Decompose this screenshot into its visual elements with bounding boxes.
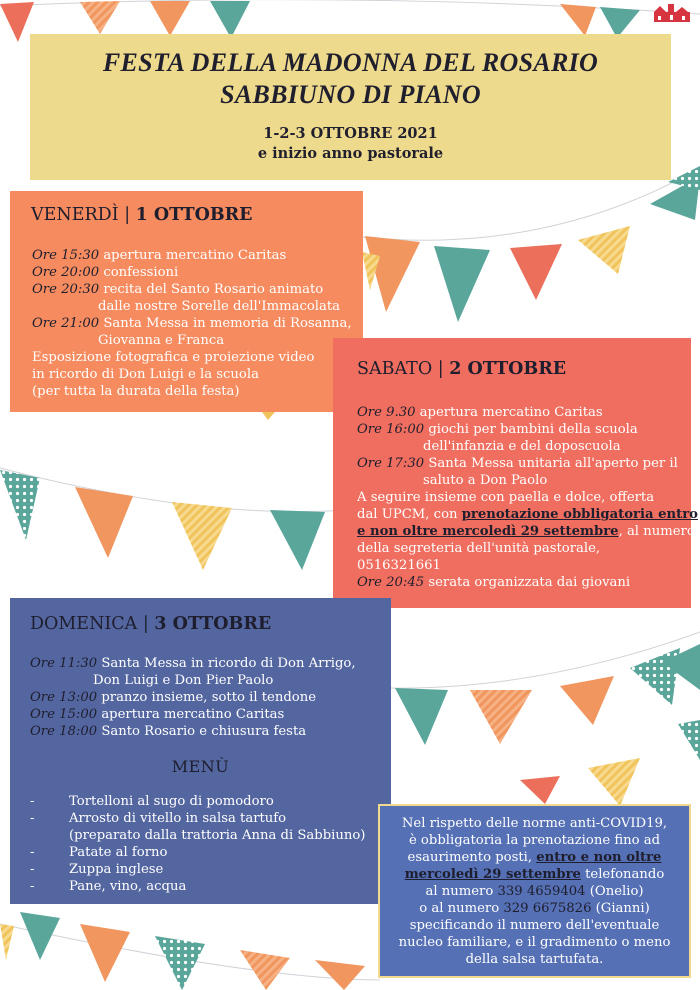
event-header (30, 34, 671, 180)
text: esaurimento posti, (407, 850, 537, 865)
menu-item (30, 844, 365, 861)
activity: Esposizione fotografica e proiezione video (32, 350, 315, 365)
activity: apertura mercatino Caritas (97, 707, 285, 722)
schedule-line (30, 723, 356, 740)
right-bunting (362, 166, 700, 322)
dash: - (30, 845, 35, 860)
deadline: mercoledì 29 settembre (404, 867, 581, 882)
schedule-line (32, 298, 352, 315)
phone-number: 0516321661 (357, 558, 441, 573)
reservation-deadline: e non oltre mercoledì 29 settembre (357, 524, 619, 539)
schedule-line (32, 366, 352, 383)
notice-line: nucleo familiare, e il gradimento o meno (398, 935, 671, 950)
saturday-panel (333, 338, 698, 608)
schedule-line (30, 706, 356, 723)
time: Ore 16:00 (357, 422, 425, 437)
activity: pranzo insieme, sotto il tendone (97, 690, 317, 705)
schedule-line (357, 404, 698, 421)
event-dates: 1-2-3 OTTOBRE 2021 (263, 125, 438, 142)
deadline: entro e non oltre (536, 850, 662, 865)
time: Ore 20:00 (32, 265, 100, 280)
schedule-line (32, 264, 352, 281)
menu-list (30, 793, 365, 895)
activity: Giovanna e Franca (98, 333, 225, 348)
text: , al numero (618, 524, 695, 539)
time: Ore 21:00 (32, 316, 100, 331)
activity: Santo Rosario e chiusura festa (97, 724, 307, 739)
schedule-line (30, 689, 356, 706)
activity: (per tutta la durata della festa) (32, 384, 240, 399)
activity: serata organizzata dai giovani (424, 575, 631, 590)
notice-line (380, 849, 689, 866)
friday-schedule (32, 247, 352, 400)
sunday-panel (10, 598, 391, 904)
time: Ore 20:45 (357, 575, 425, 590)
schedule-line: dell'infanzia e del doposcuola (423, 439, 621, 454)
schedule-line (32, 349, 352, 366)
notice-line (380, 866, 689, 883)
time: Ore 15:30 (32, 248, 100, 263)
schedule-line: della segreteria dell'unità pastorale, (357, 541, 601, 556)
notice-line: Nel rispetto delle norme anti-COVID19, (401, 816, 668, 831)
activity: recita del Santo Rosario animato (99, 282, 324, 297)
text: (Gianni) (591, 901, 650, 916)
schedule-line (357, 506, 698, 523)
menu-item-note: (preparato dalla trattoria Anna di Sabbiuno) (69, 828, 366, 843)
activity: apertura mercatino Caritas (415, 405, 603, 420)
text: al numero (425, 884, 498, 899)
phone-number: 339 4659404 (497, 884, 586, 899)
time: Ore 11:30 (30, 656, 98, 671)
saturday-schedule (357, 404, 698, 591)
dash: - (30, 862, 35, 877)
schedule-line (357, 523, 698, 540)
activity: Santa Messa in memoria di Rosanna, (99, 316, 352, 331)
notice-line: della salsa tartufata. (465, 952, 604, 967)
time: Ore 13:00 (30, 690, 98, 705)
menu-title: MENÙ (171, 757, 230, 776)
notice-line: specificando il numero dell'eventuale (409, 918, 660, 933)
dish: Tortelloni al sugo di pomodoro (69, 794, 274, 809)
activity: giochi per bambini della scuola (424, 422, 638, 437)
text: o al numero (419, 901, 504, 916)
schedule-line: Don Luigi e Don Pier Paolo (93, 673, 274, 688)
activity: confessioni (99, 265, 179, 280)
notice-line (380, 883, 689, 900)
time: Ore 20:30 (32, 282, 100, 297)
dish: Zuppa inglese (69, 862, 164, 877)
schedule-line (32, 383, 352, 400)
bottom-bunting (0, 912, 365, 990)
text: (Onelio) (585, 884, 644, 899)
menu-item (30, 793, 365, 810)
friday-day: VENERDÌ (31, 205, 119, 225)
covid-notice (378, 804, 691, 978)
event-subtitle: e inizio anno pastorale (257, 145, 444, 162)
dash: - (30, 794, 35, 809)
schedule-line (357, 455, 698, 472)
schedule-line: saluto a Don Paolo (423, 473, 548, 488)
notice-line (380, 900, 689, 917)
schedule-line (32, 247, 352, 264)
time: Ore 9.30 (357, 405, 416, 420)
sunday-date: 3 OTTOBRE (154, 614, 272, 634)
schedule-line (357, 421, 698, 438)
dish: Patate al forno (69, 845, 168, 860)
menu-item (30, 878, 365, 895)
schedule-line: A seguire insieme con paella e dolce, offerta (357, 490, 655, 505)
friday-panel (10, 191, 363, 412)
friday-title: VENERDÌ | 1 OTTOBRE (31, 205, 253, 225)
saturday-date: 2 OTTOBRE (449, 359, 567, 379)
text: dal UPCM, con (357, 507, 462, 522)
reservation-deadline: prenotazione obbligatoria entro (461, 507, 698, 522)
lower-bunting (395, 644, 700, 806)
phone-number: 329 6675826 (503, 901, 592, 916)
activity: Santa Messa in ricordo di Don Arrigo, (97, 656, 356, 671)
activity: apertura mercatino Caritas (99, 248, 287, 263)
activity: dalle nostre Sorelle dell'Immacolata (98, 299, 341, 314)
notice-line: è obbligatoria la prenotazione fino ad (408, 833, 661, 848)
friday-date: 1 OTTOBRE (135, 205, 253, 225)
saturday-title: SABATO | 2 OTTOBRE (357, 359, 567, 379)
sunday-day: DOMENICA (30, 614, 138, 634)
activity: Santa Messa unitaria all'aperto per il (424, 456, 678, 471)
activity: in ricordo di Don Luigi e la scuola (32, 367, 259, 382)
event-title: FESTA DELLA MADONNA DEL ROSARIO (102, 48, 599, 77)
menu-item (30, 861, 365, 878)
parish-logo (652, 2, 692, 26)
schedule-line (30, 655, 356, 672)
menu-item (30, 810, 365, 827)
middle-bunting (0, 412, 325, 570)
schedule-line (32, 315, 352, 332)
dash: - (30, 879, 35, 894)
schedule-line (32, 281, 352, 298)
saturday-day: SABATO (357, 359, 433, 379)
schedule-line (357, 574, 698, 591)
dash: - (30, 811, 35, 826)
time: Ore 18:00 (30, 724, 98, 739)
dish: Arrosto di vitello in salsa tartufo (69, 811, 287, 826)
sunday-title: DOMENICA | 3 OTTOBRE (30, 614, 272, 634)
schedule-line (32, 332, 352, 349)
text: telefonando (580, 867, 665, 882)
sunday-schedule (30, 655, 356, 740)
time: Ore 15:00 (30, 707, 98, 722)
event-location: SABBIUNO DI PIANO (220, 80, 481, 109)
dish: Pane, vino, acqua (69, 879, 187, 894)
time: Ore 17:30 (357, 456, 425, 471)
